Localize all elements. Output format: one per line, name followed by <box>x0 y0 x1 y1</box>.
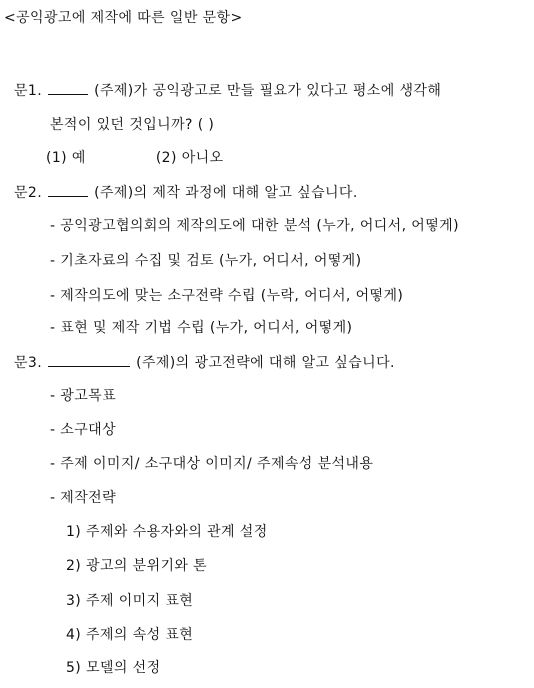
list-item: - 제작의도에 맞는 소구전략 수립 (누락, 어디서, 어떻게) <box>50 288 404 304</box>
question-1-continued: 본적이 있던 것입니까? ( ) <box>50 117 215 133</box>
list-item: - 공익광고협의회의 제작의도에 대한 분석 (누가, 어디서, 어떻게) <box>50 218 459 234</box>
sub-item: 3) 주제 이미지 표현 <box>66 593 194 609</box>
list-item: - 주제 이미지/ 소구대상 이미지/ 주제속성 분석내용 <box>50 456 374 472</box>
question-1-number: 문1. <box>14 83 43 99</box>
question-2-number: 문2. <box>14 185 43 201</box>
answer-blank <box>48 352 130 367</box>
list-item: - 기초자료의 수집 및 검토 (누가, 어디서, 어떻게) <box>50 253 362 269</box>
question-2 <box>14 182 358 203</box>
sub-item: 1) 주제와 수용자와의 관계 설정 <box>66 524 268 540</box>
question-2-text: (주제)의 제작 과정에 대해 알고 싶습니다. <box>94 185 358 201</box>
question-3-number: 문3. <box>14 355 43 371</box>
sub-item: 4) 주제의 속성 표현 <box>66 627 194 643</box>
question-1-text: (주제)가 공익광고로 만들 필요가 있다고 평소에 생각해 <box>94 83 442 99</box>
option-yes: (1) 예 <box>46 150 86 166</box>
question-3 <box>14 352 395 373</box>
option-no: (2) 아니오 <box>155 150 224 166</box>
list-item: - 제작전략 <box>50 490 116 506</box>
answer-blank <box>48 80 88 95</box>
list-item: - 소구대상 <box>50 422 116 438</box>
sub-item: 2) 광고의 분위기와 톤 <box>66 558 208 574</box>
answer-blank <box>48 182 88 197</box>
list-item: - 광고목표 <box>50 388 116 404</box>
list-item: - 표현 및 제작 기법 수립 (누가, 어디서, 어떻게) <box>50 320 353 336</box>
document-title: <공익광고에 제작에 따른 일반 문항> <box>4 10 243 26</box>
sub-item: 5) 모델의 선정 <box>66 660 161 676</box>
question-3-text: (주제)의 광고전략에 대해 알고 싶습니다. <box>136 355 395 371</box>
question-1 <box>14 80 441 101</box>
question-1-options <box>46 148 223 168</box>
